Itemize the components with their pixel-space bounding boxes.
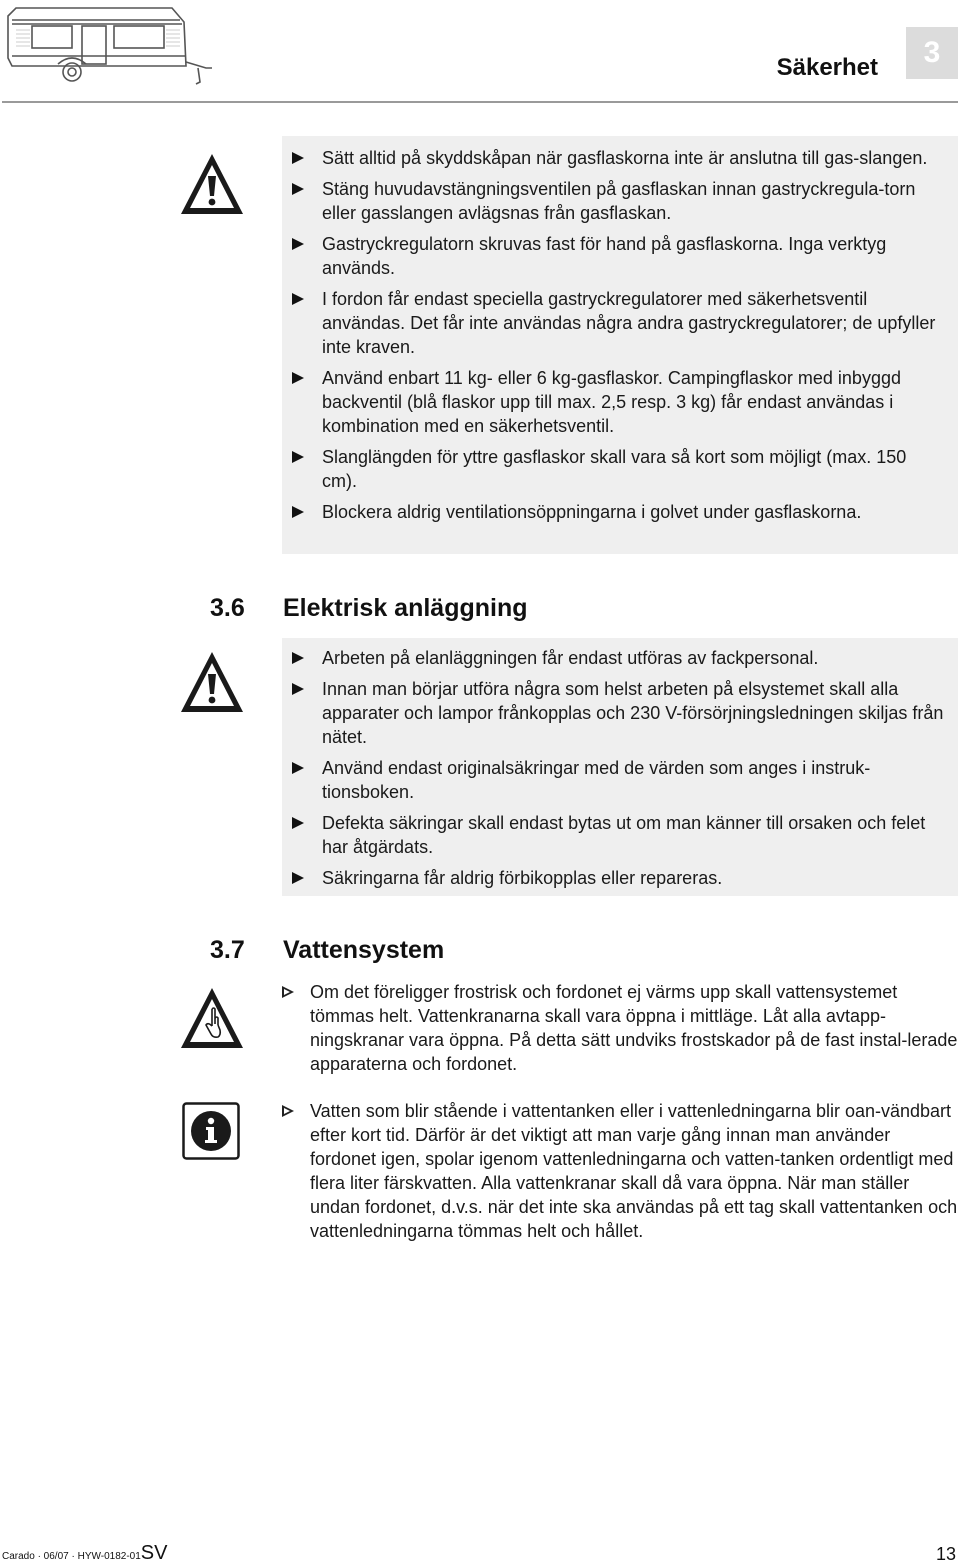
list-item: Vatten som blir stående i vattentanken eller i vattenledningarna blir oan-vändbart efter kort tid. Därför är det viktigt att man varje gång innan man använder fordonet igen, spolar igenom vattenledningarna och vatten-tanken ordentligt med flera liter färskvatten. Alla vattenkranar skall då vara öppna. När man ställer undan fordonet, d.v.s. när det inte ska användas på ett tag skall vattentanken och vattenledningarna tömmas helt och hållet. <box>310 1101 958 1241</box>
electrical-safety-box <box>282 638 958 896</box>
document-code <box>2 1542 167 1562</box>
hand-warning-icon <box>178 984 246 1052</box>
list-item: Slanglängden för yttre gasflaskor skall vara så kort som möjligt (max. 150 cm). <box>322 445 946 493</box>
doc-code: Carado · 06/07 · HYW-0182-01 <box>2 1551 141 1562</box>
page-number: 13 <box>935 1544 956 1562</box>
language-code: SV <box>140 1542 168 1562</box>
gas-safety-list <box>282 146 958 524</box>
list-item: Blockera aldrig ventilationsöppningarna i golvet under gasflaskorna. <box>322 500 946 524</box>
warning-icon <box>178 150 246 218</box>
list-item: Defekta säkringar skall endast bytas ut om man känner till orsaken och felet har åtgärdats. <box>322 811 946 859</box>
electrical-safety-list <box>282 646 958 890</box>
gas-safety-box <box>282 136 958 554</box>
list-item: Använd enbart 11 kg- eller 6 kg-gasflaskor. Campingflaskor med inbyggd backventil (blå flaskor upp till max. 2,5 resp. 3 kg) får endast användas i kombination med en säkerhetsventil. <box>322 366 946 438</box>
list-item: Använd endast originalsäkringar med de värden som anges i instruk-tionsboken. <box>322 756 946 804</box>
header-divider <box>2 101 958 103</box>
water-frost-note <box>282 980 958 1076</box>
list-item: Om det föreligger frostrisk och fordonet ej värms upp skall vattensystemet tömmas helt. Vattenkranarna skall vara öppna i mittläge. Låt alla avtapp-ningskranar vara öppna. På detta sätt undviks frostskador på de fast instal-lerade apparaterna och fordonet. <box>310 982 958 1074</box>
section-title: Vattensystem <box>283 936 445 964</box>
list-item: Arbeten på elanläggningen får endast utföras av fackpersonal. <box>322 646 946 670</box>
list-item: Säkringarna får aldrig förbikopplas eller repareras. <box>322 866 946 890</box>
chapter-number-badge: 3 <box>906 27 958 79</box>
section-heading-electrical <box>210 594 528 623</box>
section-number: 3.7 <box>210 936 245 964</box>
list-item: I fordon får endast speciella gastryckregulatorer med säkerhetsventil användas. Det får inte användas några andra gastryckregulatorer; de upfyller inte kraven. <box>322 287 946 359</box>
section-heading-water <box>210 936 444 965</box>
section-title: Elektrisk anläggning <box>283 594 528 622</box>
list-item: Sätt alltid på skyddskåpan när gasflaskorna inte är anslutna till gas-slangen. <box>322 146 946 170</box>
list-item: Gastryckregulatorn skruvas fast för hand på gasflaskorna. Inga verktyg används. <box>322 232 946 280</box>
info-icon <box>182 1102 240 1160</box>
page-header <box>0 0 960 104</box>
warning-icon <box>178 648 246 716</box>
list-item: Innan man börjar utföra några som helst arbeten på elsystemet skall alla apparater och lampor frånkopplas och 230 V-försörjningsledningen skiljas från nätet. <box>322 677 946 749</box>
section-number: 3.6 <box>210 594 245 622</box>
caravan-icon <box>2 2 214 88</box>
chapter-title: Säkerhet <box>776 54 878 81</box>
water-info-note <box>282 1099 958 1243</box>
list-item: Stäng huvudavstängningsventilen på gasflaskan innan gastryckregula-torn eller gasslangen avlägsnas från gasflaskan. <box>322 177 946 225</box>
